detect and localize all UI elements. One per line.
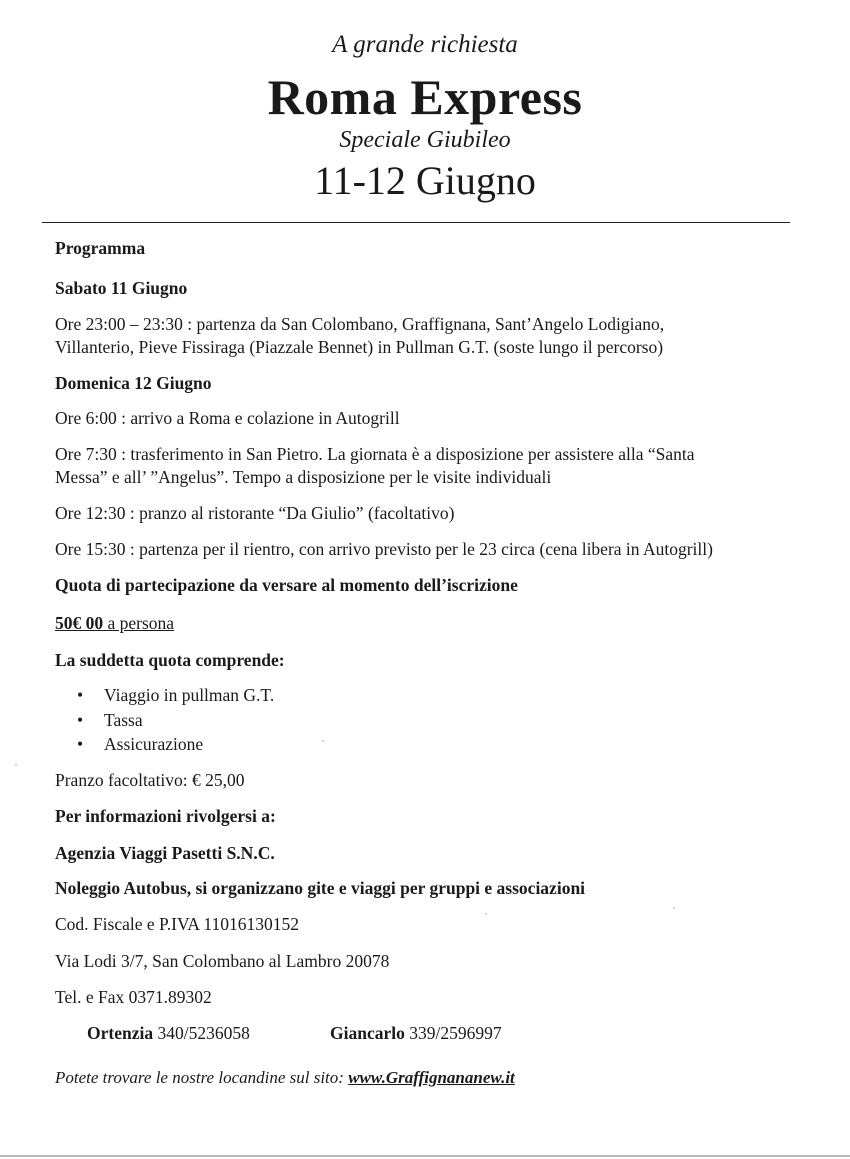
page-title: Roma Express [267,69,583,125]
header-subtitle: A grande richiesta [332,31,518,58]
scan-speck [673,907,675,909]
agency-name: Agenzia Viaggi Pasetti S.N.C. [55,843,275,863]
agency-tax-id: Cod. Fiscale e P.IVA 11016130152 [55,914,300,934]
footer-text: Potete trovare le nostre locandine sul sito: [55,1068,349,1087]
sunday-item-2-line-1: Ore 7:30 : trasferimento in San Pietro. La giornata è a disposizione per assistere alla “Santa [55,444,695,464]
saturday-heading: Sabato 11 Giugno [55,278,188,298]
list-item: • Tassa [55,708,274,733]
footer-note [55,1066,515,1089]
includes-heading: La suddetta quota comprende: [55,650,285,670]
fee-heading: Quota di partecipazione da versare al momento dell’iscrizione [55,575,518,595]
contact-number: 339/2596997 [404,1023,502,1043]
agency-address: Via Lodi 3/7, San Colombano al Lambro 20078 [55,951,390,971]
contact-giancarlo [330,1022,502,1045]
website-link[interactable]: www.Graffignananew.it [348,1068,515,1087]
header-tagline: Speciale Giubileo [339,127,511,153]
fee-amount: 50€ 00 [55,613,104,633]
scan-speck [15,764,17,766]
contact-ortenzia [87,1023,250,1043]
contacts-row [87,1022,502,1045]
scan-edge [0,1155,850,1157]
sunday-item-1: Ore 6:00 : arrivo a Roma e colazione in Autogrill [55,408,400,428]
scan-speck [485,913,487,915]
contact-number: 340/5236058 [153,1023,250,1043]
contact-name: Ortenzia [87,1023,154,1043]
header-divider [42,222,790,223]
lunch-price: Pranzo facoltativo: € 25,00 [55,770,245,790]
scan-speck [322,740,324,742]
contact-name: Giancarlo [330,1023,405,1043]
agency-phone: Tel. e Fax 0371.89302 [55,987,212,1007]
sunday-heading: Domenica 12 Giugno [55,373,212,393]
list-item: • Viaggio in pullman G.T. [55,683,274,708]
saturday-line-2: Villanterio, Pieve Fissiraga (Piazzale Bennet) in Pullman G.T. (soste lungo il percorso) [55,337,664,357]
agency-service: Noleggio Autobus, si organizzano gite e viaggi per gruppi e associazioni [55,878,586,898]
includes-list [55,683,274,757]
program-heading: Programma [55,238,146,258]
saturday-line-1: Ore 23:00 – 23:30 : partenza da San Colombano, Graffignana, Sant’Angelo Lodigiano, [55,314,665,334]
sunday-item-2-line-2: Messa” e all’ ”Angelus”. Tempo a disposizione per le visite individuali [55,467,552,487]
fee-price [55,612,174,635]
fee-per: a persona [103,613,175,633]
sunday-item-3: Ore 12:30 : pranzo al ristorante “Da Giulio” (facoltativo) [55,503,455,523]
info-heading: Per informazioni rivolgersi a: [55,806,276,826]
list-item: • Assicurazione [55,732,274,757]
sunday-item-4: Ore 15:30 : partenza per il rientro, con arrivo previsto per le 23 circa (cena libera in Autogrill) [55,539,713,559]
event-dates: 11-12 Giugno [314,158,536,203]
